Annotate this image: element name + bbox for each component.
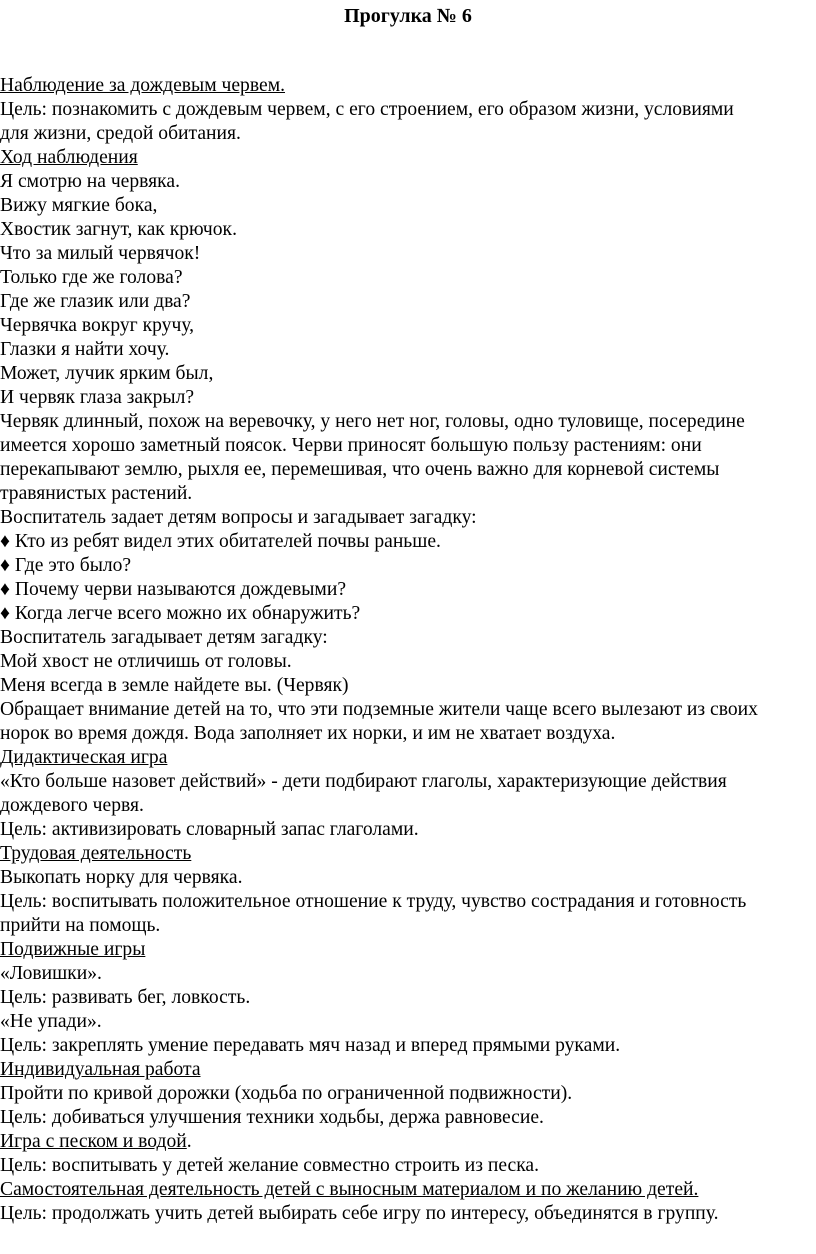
text-line [0,410,812,434]
text-line [0,290,812,314]
text-line-content: «Не упади». [0,1011,102,1032]
text-line-content: ♦ Где это было? [0,555,132,576]
text-line [0,1034,812,1058]
text-line [0,458,812,482]
text-line [0,578,812,602]
section-heading-text: Дидактическая игра [0,747,168,768]
text-line [0,602,812,626]
text-line-content: норок во время дождя. Вода заполняет их норки, и им не хватает воздуха. [0,723,616,744]
text-line [0,362,812,386]
text-line [0,914,812,938]
text-line-content: Воспитатель задает детям вопросы и загадывает загадку: [0,507,477,528]
text-line-content: Червячка вокруг кручу, [0,315,195,336]
text-line-content: прийти на помощь. [0,915,161,936]
text-line [0,314,812,338]
text-line [0,482,812,506]
text-line [0,650,812,674]
text-line [0,1010,812,1034]
text-line-content: ♦ Когда легче всего можно их обнаружить? [0,603,361,624]
section-heading-text: Наблюдение за дождевым червем. [0,75,285,96]
text-line [0,554,812,578]
text-line-content: ♦ Кто из ребят видел этих обитателей почвы раньше. [0,531,441,552]
text-line-content: травянистых растений. [0,483,193,504]
text-line [0,866,812,890]
section-heading-text: Игра с песком и водой [0,1131,187,1152]
section-heading [0,1130,812,1154]
text-line [0,170,812,194]
text-line [0,818,812,842]
section-heading-text: Подвижные игры [0,939,146,960]
text-line-content: Только где же голова? [0,267,183,288]
text-line [0,434,812,458]
section-heading-text: Ход наблюдения [0,147,138,168]
text-line [0,98,812,122]
text-line [0,218,812,242]
text-line-content: дождевого червя. [0,795,144,816]
text-line-content: Вижу мягкие бока, [0,195,158,216]
text-line-content: Обращает внимание детей на то, что эти подземные жители чаще всего вылезают из своих [0,699,758,720]
text-line-content: «Ловишки». [0,963,102,984]
text-line-content: Выкопать норку для червяка. [0,867,243,888]
section-heading [0,1178,812,1202]
text-line [0,890,812,914]
text-line [0,1202,812,1226]
text-line [0,986,812,1010]
text-line [0,794,812,818]
text-line-content: Я смотрю на червяка. [0,171,180,192]
text-line [0,674,812,698]
text-line-content: Цель: закреплять умение передавать мяч назад и вперед прямыми руками. [0,1035,621,1056]
text-line-content: Где же глазик или два? [0,291,191,312]
section-heading-text: Трудовая деятельность [0,843,192,864]
text-line [0,530,812,554]
text-line-content: ♦ Почему черви называются дождевыми? [0,579,347,600]
text-line-content: Червяк длинный, похож на веревочку, у него нет ног, головы, одно туловище, посередине [0,411,745,432]
text-line [0,242,812,266]
text-line-content: Цель: воспитывать положительное отношение к труду, чувство сострадания и готовность [0,891,747,912]
text-line-content: И червяк глаза закрыл? [0,387,195,408]
text-line-content: Глазки я найти хочу. [0,339,170,360]
text-line-content: Воспитатель загадывает детям загадку: [0,627,328,648]
text-line [0,698,812,722]
text-line [0,122,812,146]
section-heading [0,938,812,962]
section-heading [0,146,812,170]
text-line-content: Меня всегда в земле найдете вы. (Червяк) [0,675,349,696]
section-heading [0,74,812,98]
text-line [0,386,812,410]
text-line-content: Цель: воспитывать у детей желание совместно строить из песка. [0,1155,540,1176]
text-line-content: имеется хорошо заметный поясок. Черви приносят большую пользу растениям: они [0,435,702,456]
text-line-content: Мой хвост не отличишь от головы. [0,651,292,672]
text-line [0,770,812,794]
text-line-content: для жизни, средой обитания. [0,123,241,144]
section-heading-text: Самостоятельная деятельность детей с выносным материалом и по желанию детей. [0,1179,699,1200]
text-line-content: Цель: добиваться улучшения техники ходьбы, держа равновесие. [0,1107,544,1128]
text-line [0,338,812,362]
text-line-content: Цель: продолжать учить детей выбирать себе игру по интересу, объединятся в группу. [0,1203,719,1224]
text-line-content: Что за милый червячок! [0,243,201,264]
document-body [0,74,812,1226]
text-line [0,1106,812,1130]
text-line-content: Может, лучик ярким был, [0,363,214,384]
text-line [0,194,812,218]
text-line-content: Цель: развивать бег, ловкость. [0,987,251,1008]
page-title: Прогулка № 6 [344,5,472,27]
text-line-content: Хвостик загнут, как крючок. [0,219,237,240]
text-line [0,1082,812,1106]
section-heading [0,746,812,770]
text-line-content: Цель: познакомить с дождевым червем, с его строением, его образом жизни, условиями [0,99,734,120]
text-line [0,1154,812,1178]
text-line [0,626,812,650]
section-heading-text: Индивидуальная работа [0,1059,201,1080]
section-heading [0,1058,812,1082]
text-line-content: Пройти по кривой дорожки (ходьба по ограниченной подвижности). [0,1083,573,1104]
text-line [0,962,812,986]
text-line [0,266,812,290]
heading-tail: . [186,1131,192,1152]
text-line-content: перекапывают землю, рыхля ее, перемешивая, что очень важно для корневой системы [0,459,720,480]
section-heading [0,842,812,866]
text-line-content: Цель: активизировать словарный запас глаголами. [0,819,419,840]
text-line [0,506,812,530]
text-line [0,722,812,746]
text-line-content: «Кто больше назовет действий» - дети подбирают глаголы, характеризующие действия [0,771,727,792]
